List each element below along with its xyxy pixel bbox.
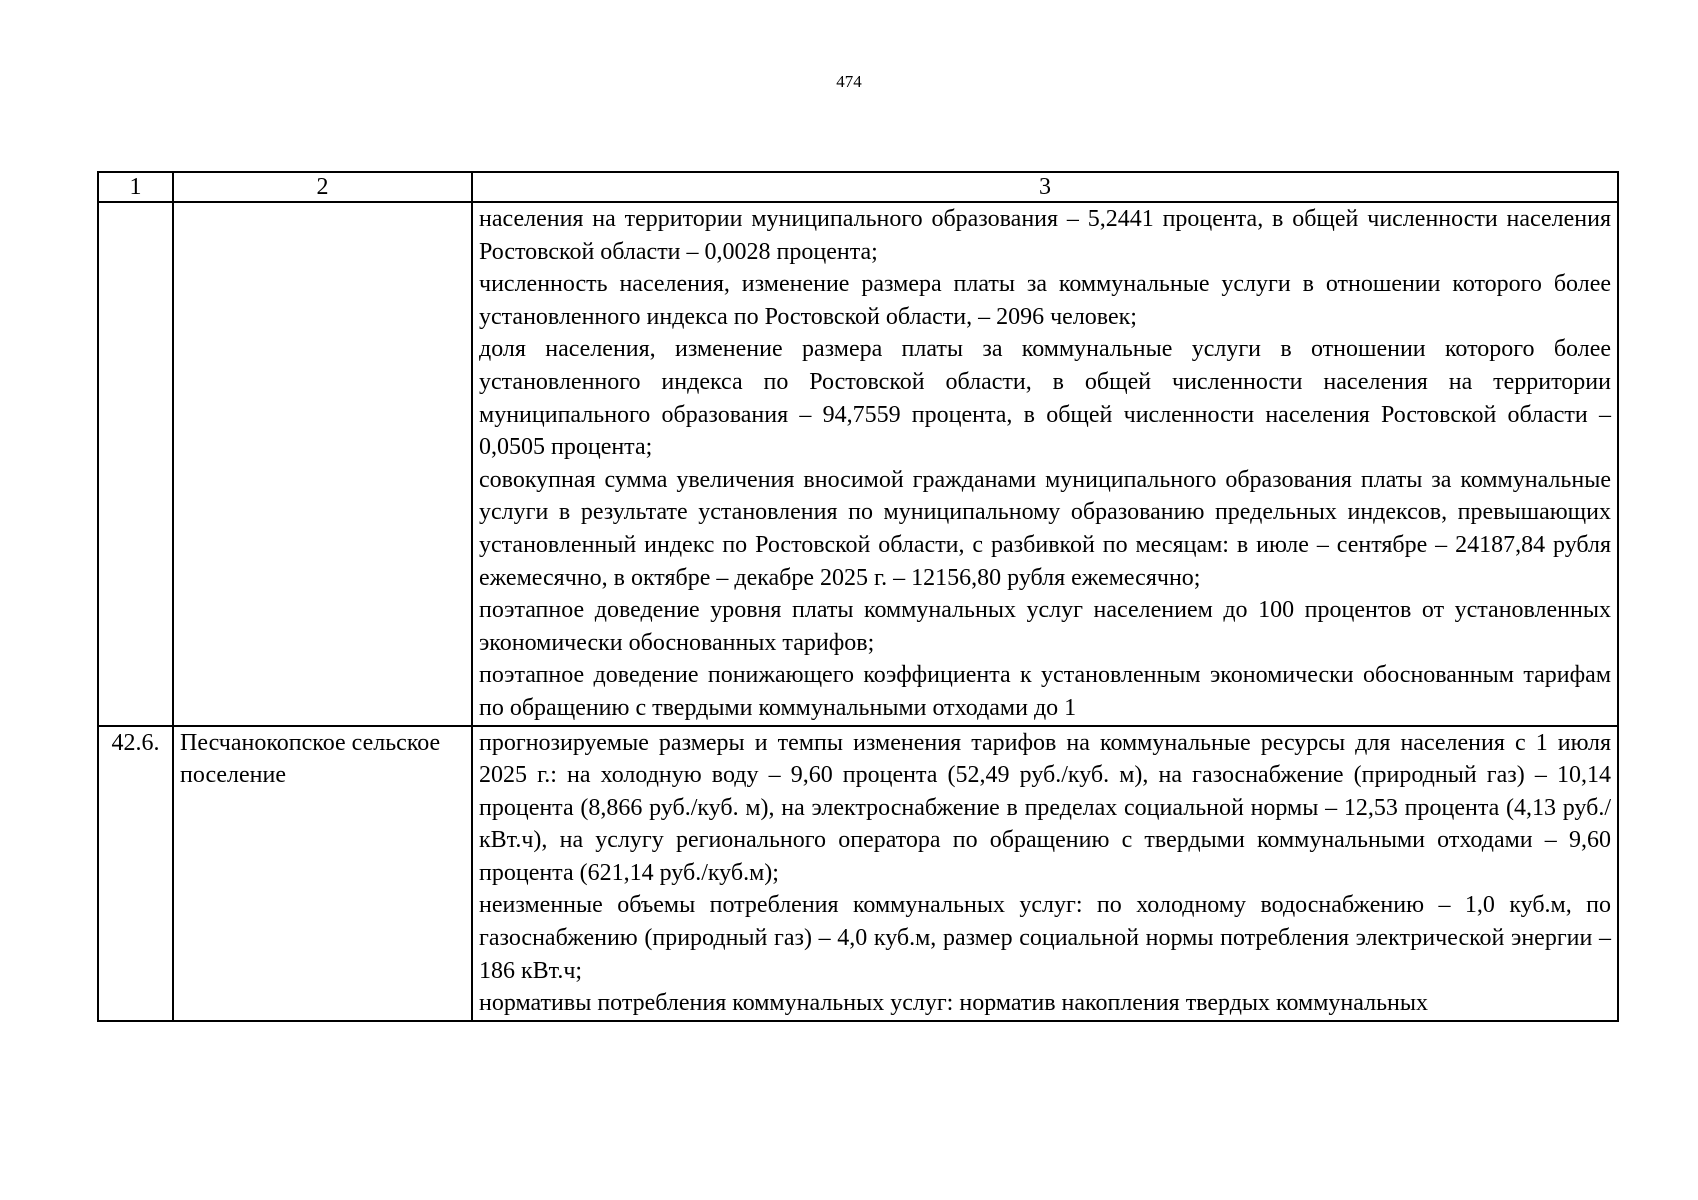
row-name-cell: Песчанокопское сельское поселение xyxy=(173,726,472,1021)
paragraph: нормативы потребления коммунальных услуг: норматив накопления твердых коммунальных xyxy=(479,990,1428,1017)
table-header-row xyxy=(98,172,1618,202)
paragraph: поэтапное доведение понижающего коэффициента к установленным экономически обоснованным тарифам по обращению с твердыми коммунальными отходами до 1 xyxy=(479,662,1611,721)
table-row xyxy=(98,726,1618,1021)
row-number-cell: 42.6. xyxy=(98,726,173,1021)
header-cell-3: 3 xyxy=(472,172,1618,202)
paragraph: населения на территории муниципального образования – 5,2441 процента, в общей численности населения Ростовской области – 0,0028 процента; xyxy=(479,206,1611,265)
header-cell-2: 2 xyxy=(173,172,472,202)
paragraph: доля населения, изменение размера платы за коммунальные услуги в отношении которого более установленного индекса по Ростовской области, в общей численности населения на территории муниципального образования – 94,7559 процента, в общей численности населения Ростовской области – 0,0505 процента; xyxy=(479,336,1611,461)
table-row xyxy=(98,202,1618,726)
data-table xyxy=(97,171,1619,1022)
paragraph: совокупная сумма увеличения вносимой гражданами муниципального образования платы за коммунальные услуги в результате установления по муниципальному образованию предельных индексов, превышающих установленный индекс по Ростовской области, с разбивкой по месяцам: в июле – сентябре – 24187,84 рубля ежемесячно, в октябре – декабре 2025 г. – 12156,80 рубля ежемесячно; xyxy=(479,466,1611,591)
paragraph: неизменные объемы потребления коммунальных услуг: по холодному водоснабжению – 1,0 куб.м, по газоснабжению (природный газ) – 4,0 куб.м, размер социальной нормы потребления электрической энергии – 186 кВт.ч; xyxy=(479,892,1611,984)
row-content-cell xyxy=(472,202,1618,726)
paragraph: прогнозируемые размеры и темпы изменения тарифов на коммунальные ресурсы для населения с 1 июля 2025 г.: на холодную воду – 9,60 процента (52,49 руб./куб. м), на газоснабжение (природный газ) – 10,14 процента (8,866 руб./куб. м), на электроснабжение в пределах социальной нормы – 12,53 процента (4,13 руб./кВт.ч), на услугу регионального оператора по обращению с твердыми коммунальными отходами – 9,60 процента (621,14 руб./куб.м); xyxy=(479,729,1611,886)
row-content-cell xyxy=(472,726,1618,1021)
header-cell-1: 1 xyxy=(98,172,173,202)
row-number-cell xyxy=(98,202,173,726)
paragraph: численность населения, изменение размера платы за коммунальные услуги в отношении которого более установленного индекса по Ростовской области, – 2096 человек; xyxy=(479,271,1611,330)
row-name-cell xyxy=(173,202,472,726)
page-number: 474 xyxy=(836,72,862,91)
paragraph: поэтапное доведение уровня платы коммунальных услуг населением до 100 процентов от установленных экономически обоснованных тарифов; xyxy=(479,597,1611,656)
